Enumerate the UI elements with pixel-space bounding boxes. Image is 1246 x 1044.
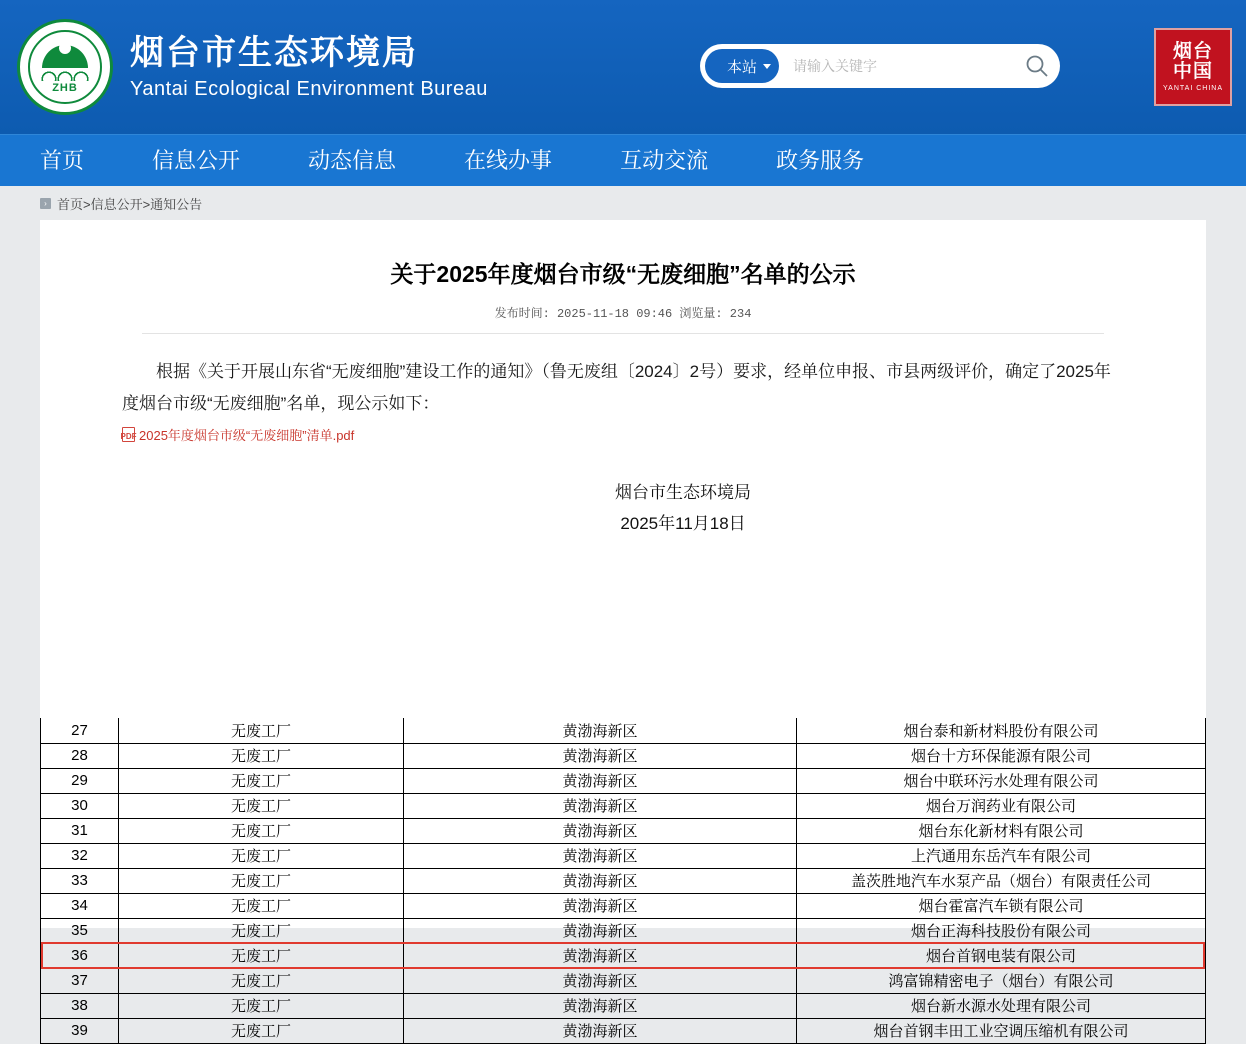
cell-company: 烟台中联环污水处理有限公司 (797, 768, 1206, 793)
cell-company: 烟台万润药业有限公司 (797, 793, 1206, 818)
cell-kind: 无废工厂 (119, 718, 404, 743)
article (40, 220, 1206, 539)
table-row (41, 993, 1206, 1018)
table-row (41, 718, 1206, 743)
cell-company: 烟台首钢电装有限公司 (797, 943, 1206, 968)
table-row (41, 868, 1206, 893)
cell-area: 黄渤海新区 (404, 768, 797, 793)
cell-index: 36 (41, 943, 119, 968)
article-signoff (100, 478, 1146, 539)
waste-free-cell-table-region (40, 718, 1206, 1040)
cell-company: 盖茨胜地汽车水泵产品（烟台）有限责任公司 (797, 868, 1206, 893)
breadcrumb-path[interactable]: 首页>信息公开>通知公告 (57, 196, 203, 212)
attachment-link-row[interactable] (100, 425, 1146, 444)
table-row (41, 893, 1206, 918)
cell-company: 烟台首钢丰田工业空调压缩机有限公司 (797, 1018, 1206, 1043)
site-title-block (130, 33, 488, 101)
cell-company: 烟台新水源水处理有限公司 (797, 993, 1206, 1018)
cell-kind: 无废工厂 (119, 918, 404, 943)
cell-index: 34 (41, 893, 119, 918)
emblem-icon (17, 19, 113, 115)
nav-item-home[interactable]: 首页 (40, 147, 85, 173)
cell-company: 烟台霍富汽车锁有限公司 (797, 893, 1206, 918)
cell-kind: 无废工厂 (119, 793, 404, 818)
nav-item-dynamic-info[interactable]: 动态信息 (308, 147, 397, 173)
cell-area: 黄渤海新区 (404, 718, 797, 743)
cell-area: 黄渤海新区 (404, 1018, 797, 1043)
cell-index: 30 (41, 793, 119, 818)
nav-item-government-service[interactable]: 政务服务 (776, 147, 865, 173)
main-nav[interactable] (0, 134, 1246, 186)
cell-company: 烟台东化新材料有限公司 (797, 818, 1206, 843)
cell-area: 黄渤海新区 (404, 943, 797, 968)
article-body (100, 356, 1146, 419)
divider (142, 333, 1104, 334)
attachment-link[interactable]: 2025年度烟台市级“无废细胞”清单.pdf (139, 428, 355, 444)
cell-area: 黄渤海新区 (404, 818, 797, 843)
cell-kind: 无废工厂 (119, 868, 404, 893)
cell-index: 35 (41, 918, 119, 943)
table-row (41, 818, 1206, 843)
search-button[interactable] (1014, 44, 1060, 88)
site-header (0, 0, 1246, 134)
waste-free-cell-table (40, 718, 1206, 1044)
seal-line-3: YANTAI CHINA (1163, 84, 1223, 92)
cell-area: 黄渤海新区 (404, 993, 797, 1018)
cell-area: 黄渤海新区 (404, 743, 797, 768)
mountain-shape (42, 45, 88, 68)
cell-company: 上汽通用东岳汽车有限公司 (797, 843, 1206, 868)
table-row (41, 768, 1206, 793)
content-panel (40, 220, 1206, 1040)
table-row (41, 843, 1206, 868)
cell-kind: 无废工厂 (119, 768, 404, 793)
cell-company: 鸿富锦精密电子（烟台）有限公司 (797, 968, 1206, 993)
cell-area: 黄渤海新区 (404, 868, 797, 893)
cell-kind: 无废工厂 (119, 993, 404, 1018)
signoff-date: 2025年11月18日 (620, 513, 746, 533)
chevron-down-icon (763, 64, 771, 69)
table-row-highlighted (41, 943, 1206, 968)
china-seal-badge (1154, 28, 1232, 106)
cell-index: 29 (41, 768, 119, 793)
cell-company: 烟台十方环保能源有限公司 (797, 743, 1206, 768)
table-row (41, 743, 1206, 768)
cell-area: 黄渤海新区 (404, 843, 797, 868)
table-row (41, 793, 1206, 818)
cell-kind: 无废工厂 (119, 743, 404, 768)
emblem-letters: ZHB (52, 81, 78, 94)
seal-line-2: 中国 (1172, 60, 1213, 82)
cell-kind: 无废工厂 (119, 843, 404, 868)
seal-line-1: 烟台 (1172, 40, 1213, 62)
cell-kind: 无废工厂 (119, 1018, 404, 1043)
breadcrumb-marker-icon: › (40, 198, 51, 209)
cell-kind: 无废工厂 (119, 818, 404, 843)
cell-index: 38 (41, 993, 119, 1018)
cell-index: 31 (41, 818, 119, 843)
cell-company: 烟台泰和新材料股份有限公司 (797, 718, 1206, 743)
table-row (41, 968, 1206, 993)
table-row (41, 918, 1206, 943)
signoff-organization: 烟台市生态环境局 (615, 483, 751, 503)
cell-index: 37 (41, 968, 119, 993)
cell-kind: 无废工厂 (119, 893, 404, 918)
pdf-icon: PDF (122, 427, 135, 442)
breadcrumb (0, 186, 1246, 220)
cell-index: 27 (41, 718, 119, 743)
table-body (41, 718, 1206, 1043)
cell-kind: 无废工厂 (119, 968, 404, 993)
cell-area: 黄渤海新区 (404, 968, 797, 993)
nav-item-interaction[interactable]: 互动交流 (620, 147, 709, 173)
site-logo (0, 19, 130, 115)
nav-item-info-disclosure[interactable]: 信息公开 (152, 147, 241, 173)
cell-index: 39 (41, 1018, 119, 1043)
search-icon (1024, 53, 1050, 79)
search-bar[interactable] (700, 44, 1060, 88)
cell-area: 黄渤海新区 (404, 793, 797, 818)
water-shape (41, 69, 89, 81)
cell-index: 33 (41, 868, 119, 893)
cell-area: 黄渤海新区 (404, 893, 797, 918)
site-title-en: Yantai Ecological Environment Bureau (130, 77, 488, 100)
article-paragraph: 根据《关于开展山东省“无废细胞”建设工作的通知》（鲁无废组〔2024〕2号）要求，经单位申报、市县两级评价，确定了2025年度烟台市级“无废细胞”名单，现公示如下： (122, 362, 1111, 413)
cell-index: 28 (41, 743, 119, 768)
search-input[interactable] (791, 57, 1014, 75)
site-title-cn: 烟台市生态环境局 (130, 34, 418, 73)
cell-area: 黄渤海新区 (404, 918, 797, 943)
cell-kind: 无废工厂 (119, 943, 404, 968)
nav-item-online-service[interactable]: 在线办事 (464, 147, 553, 173)
table-row (41, 1018, 1206, 1043)
cell-index: 32 (41, 843, 119, 868)
article-meta: 发布时间: 2025-11-18 09:46 浏览量: 234 (494, 307, 752, 322)
search-scope-selector[interactable] (705, 49, 779, 83)
cell-company: 烟台正海科技股份有限公司 (797, 918, 1206, 943)
search-scope-label: 本站 (726, 58, 757, 76)
page-title: 关于2025年度烟台市级“无废细胞”名单的公示 (390, 261, 856, 287)
